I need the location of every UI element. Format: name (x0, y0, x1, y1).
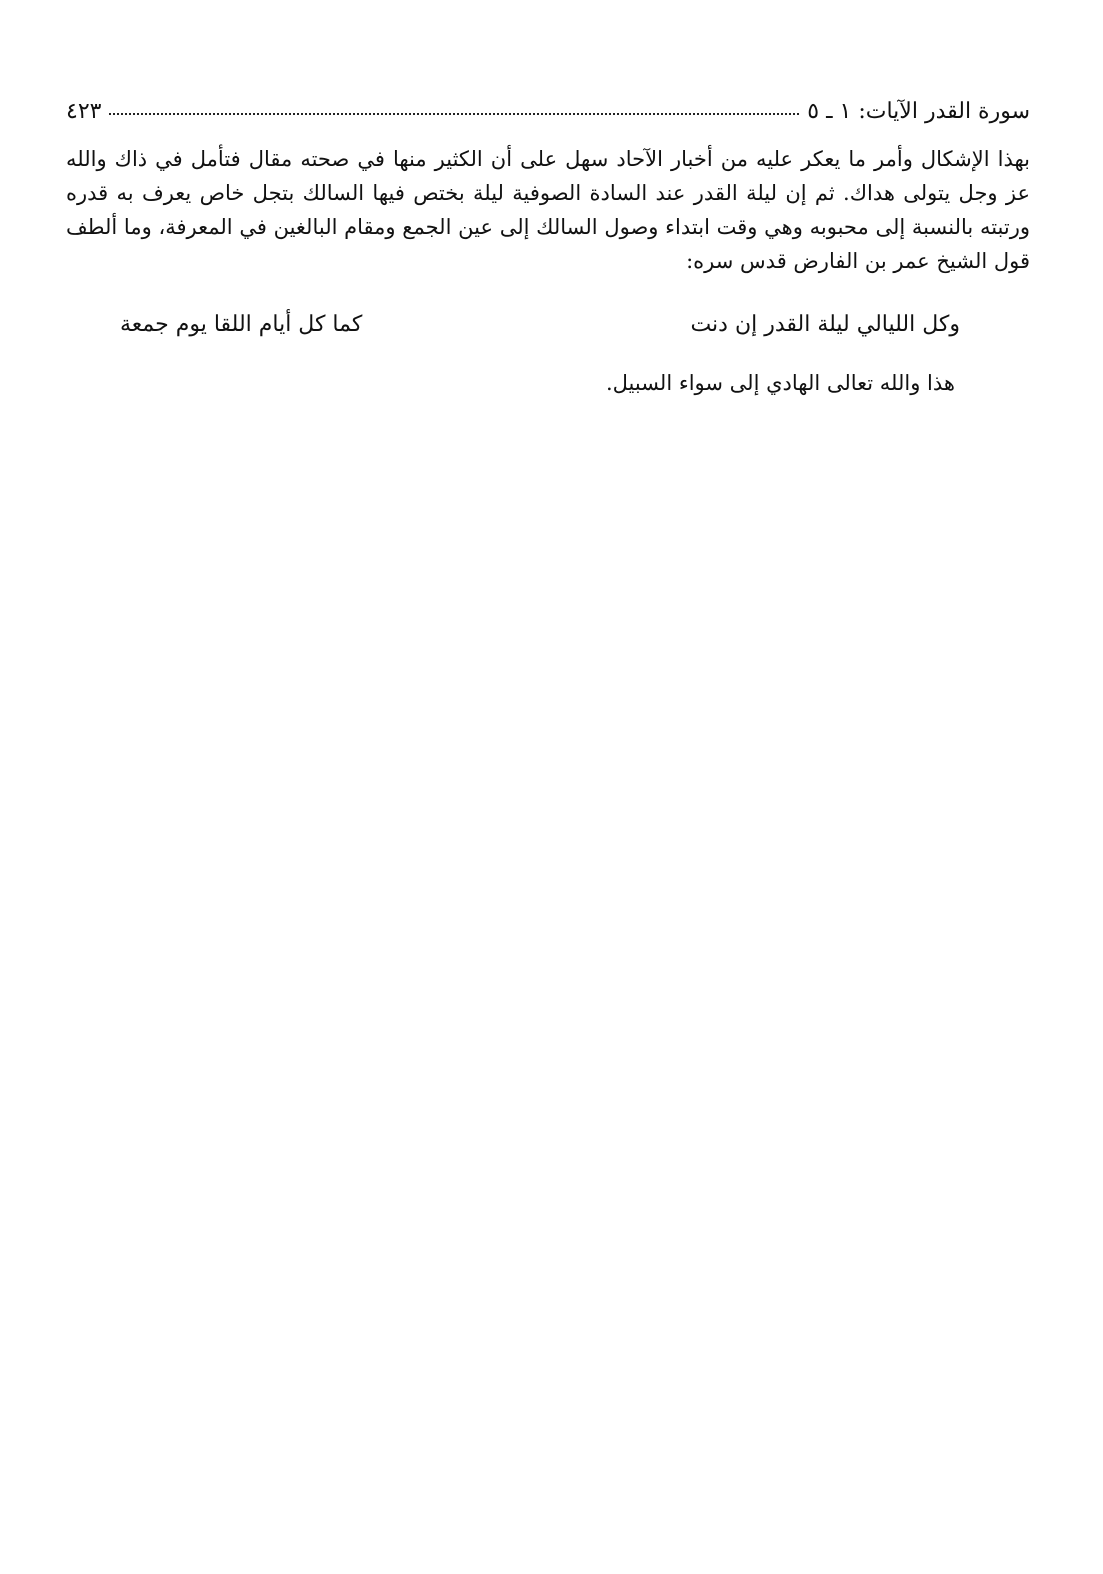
header-leader-dots (109, 112, 799, 115)
body-paragraph: بهذا الإشكال وأمر ما يعكر عليه من أخبار الآحاد سهل على أن الكثير منها في صحته مقال فتأمل في ذاك والله عز وجل يتولى هداك. ثم إن ليلة القدر عند السادة الصوفية ليلة بختص فيها السالك بتجل خاص يعرف به قدره ورتبته بالنسبة إلى محبوبه وهي وقت ابتداء وصول السالك إلى عين الجمع ومقام البالغين في المعرفة، وما ألطف قول الشيخ عمر بن الفارض قدس سره: (66, 147, 1030, 273)
poetry-verse (120, 312, 960, 352)
running-header (66, 84, 1030, 124)
closing-line: هذا والله تعالى الهادي إلى سواء السبيل. (605, 371, 955, 395)
page-number: ٤٢٣ (66, 99, 102, 124)
body-text (66, 142, 1030, 278)
verse-second-hemistich: كما كل أيام اللقا يوم جمعة (120, 312, 363, 337)
verse-first-hemistich: وكل الليالي ليلة القدر إن دنت (690, 312, 960, 337)
header-title: سورة القدر الآيات: ١ ـ ٥ (807, 99, 1030, 124)
